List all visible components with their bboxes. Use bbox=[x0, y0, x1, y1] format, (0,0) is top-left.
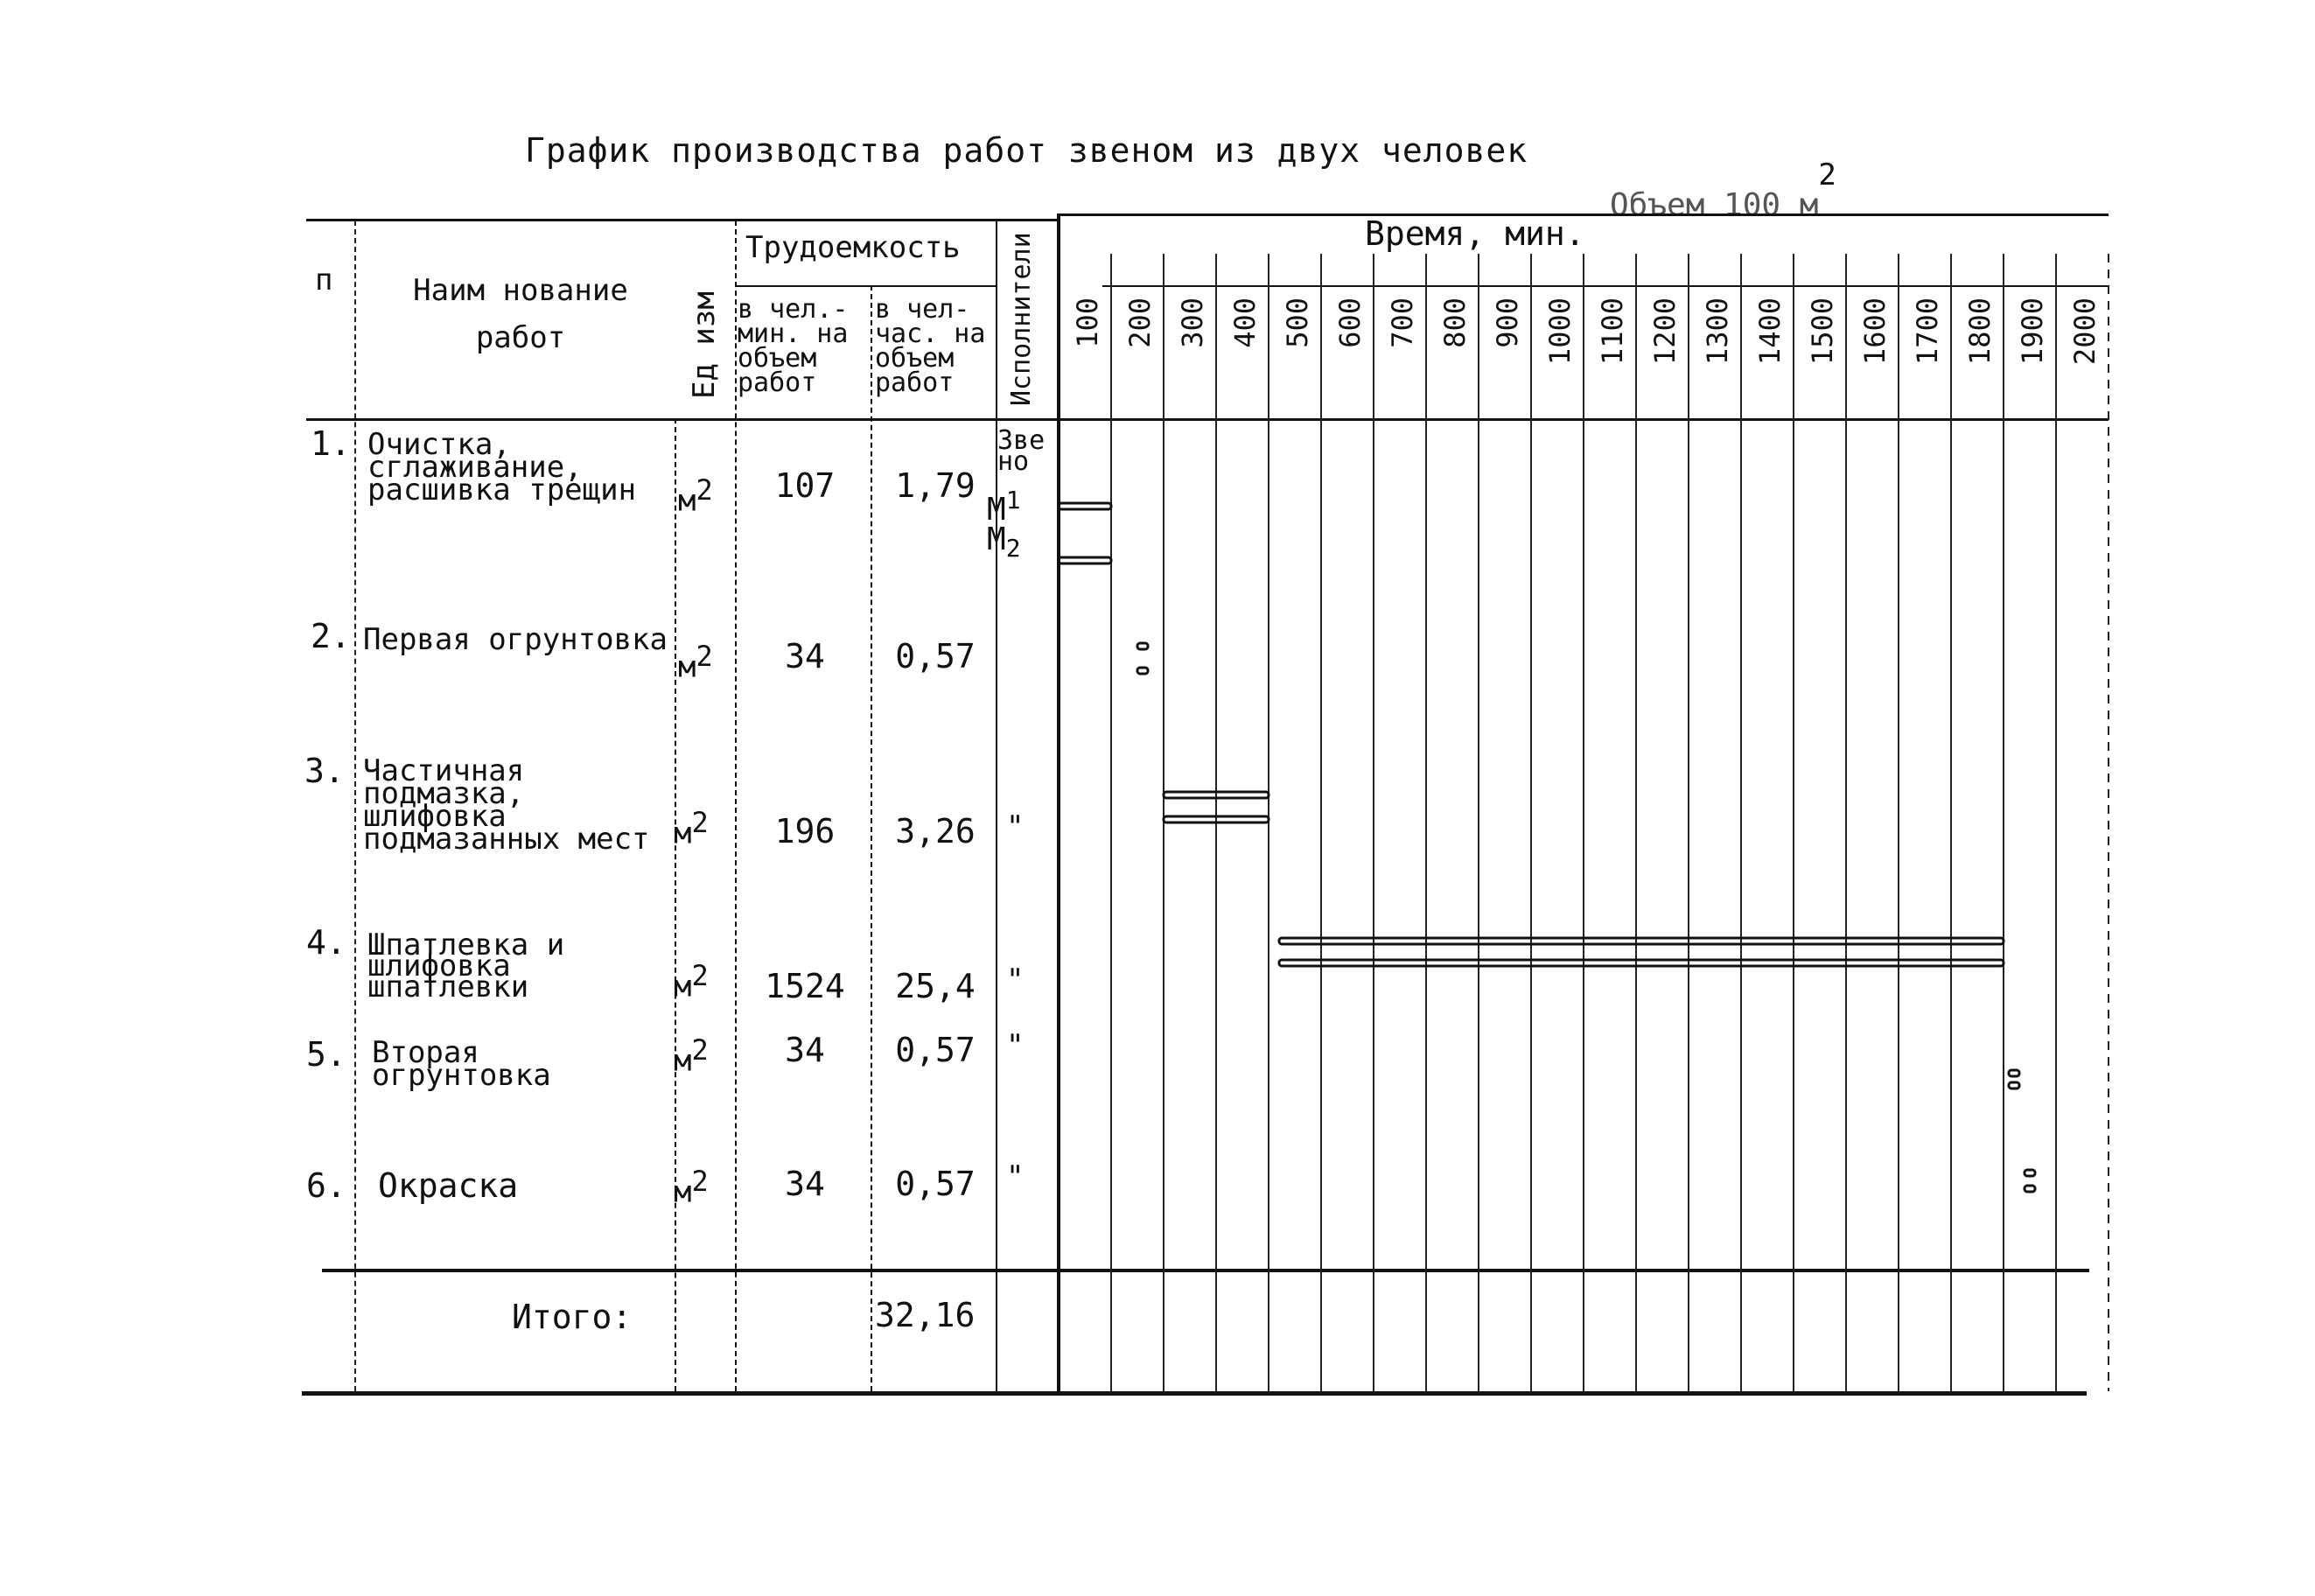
unit-exponent: 2 bbox=[696, 473, 713, 507]
row-workers bbox=[987, 486, 1021, 564]
time-tick-label: 700 bbox=[1386, 298, 1419, 348]
time-tick-label: 500 bbox=[1281, 298, 1314, 348]
row-unit bbox=[674, 959, 709, 1004]
row-name: Первая огрунтовка bbox=[363, 622, 668, 657]
total-hours: 32,16 bbox=[875, 1296, 976, 1334]
row-labor-hr: 0,57 bbox=[895, 1165, 976, 1203]
row-labor-hr: 0,57 bbox=[895, 1031, 976, 1069]
worker-index: 2 bbox=[1005, 534, 1021, 564]
unit-exponent: 2 bbox=[691, 1033, 709, 1067]
row-unit bbox=[674, 1033, 709, 1079]
header-unit: Ед изм bbox=[687, 291, 722, 400]
unit-exponent: 2 bbox=[691, 806, 709, 839]
header-labor: Трудоемкость bbox=[745, 230, 961, 265]
volume-exponent: 2 bbox=[1818, 158, 1836, 192]
row-labor-min: 34 bbox=[785, 1031, 825, 1069]
row-unit bbox=[674, 806, 709, 851]
row-labor-hr: 0,57 bbox=[895, 637, 976, 676]
row-unit bbox=[678, 473, 713, 519]
row-no: 2. bbox=[311, 617, 351, 655]
unit-text: м bbox=[674, 1174, 692, 1210]
worker-label: М bbox=[987, 522, 1006, 557]
row-no: 5. bbox=[306, 1035, 346, 1074]
schedule-bar bbox=[2009, 1082, 2019, 1088]
schedule-bar bbox=[1279, 938, 2004, 944]
header-executor: Исполнители bbox=[1006, 232, 1037, 407]
unit-text: м bbox=[674, 969, 692, 1004]
time-tick-label: 1500 bbox=[1806, 298, 1839, 366]
row-name: Вторая огрунтовка bbox=[372, 1035, 551, 1093]
unit-text: м bbox=[674, 1043, 692, 1079]
row-no: 6. bbox=[306, 1166, 346, 1205]
header-no: п bbox=[315, 262, 333, 298]
header-name: Наим нование работ bbox=[413, 273, 628, 355]
worker-label: М bbox=[987, 492, 1006, 528]
worker-index: 1 bbox=[1005, 486, 1021, 514]
row-unit bbox=[674, 1165, 709, 1210]
time-tick-label: 1900 bbox=[2016, 298, 2049, 366]
unit-exponent: 2 bbox=[696, 640, 713, 673]
unit-exponent: 2 bbox=[691, 959, 709, 992]
unit-text: м bbox=[674, 816, 692, 851]
row-executor: " bbox=[1006, 809, 1025, 844]
row-name: Окраска bbox=[378, 1166, 519, 1205]
row-name: Частичная подмазка, шлифовка подмазанных мест bbox=[363, 753, 650, 857]
row-labor-min: 196 bbox=[774, 812, 836, 850]
row-labor-min: 1524 bbox=[765, 967, 845, 1005]
row-no: 3. bbox=[304, 752, 345, 790]
time-tick-label: 900 bbox=[1491, 298, 1524, 348]
time-tick-label: 600 bbox=[1333, 298, 1367, 348]
page-title: График производства работ звеном из двух человек bbox=[525, 131, 1528, 170]
row-labor-min: 107 bbox=[774, 466, 836, 505]
time-tick-label: 2000 bbox=[2068, 298, 2102, 366]
time-tick-label: 1000 bbox=[1543, 298, 1577, 366]
row-executor: " bbox=[1006, 1159, 1025, 1194]
time-tick-label: 1600 bbox=[1858, 298, 1892, 366]
row-labor-min: 34 bbox=[785, 637, 825, 676]
time-tick-label: 1700 bbox=[1911, 298, 1944, 366]
time-tick-label: 1100 bbox=[1596, 298, 1629, 366]
row-name: Шпатлевка и шлифовка шпатлевки bbox=[367, 928, 565, 1004]
schedule-bar bbox=[1137, 668, 1148, 674]
row-labor-hr: 3,26 bbox=[895, 812, 976, 850]
header-labor-hr: в чел-час. на объем работ bbox=[875, 294, 986, 398]
time-tick-label: 100 bbox=[1071, 298, 1104, 348]
schedule-bar bbox=[2025, 1170, 2035, 1176]
time-tick-label: 1200 bbox=[1648, 298, 1682, 366]
header-labor-min: в чел.-мин. на объем работ bbox=[738, 294, 849, 398]
row-name: Очистка, сглаживание, расшивка трещин bbox=[367, 427, 637, 508]
row-executor: " bbox=[1006, 962, 1025, 998]
time-tick-label: 1800 bbox=[1963, 298, 1997, 366]
schedule-bar bbox=[1137, 643, 1148, 649]
row-labor-hr: 25,4 bbox=[895, 967, 976, 1005]
time-tick-label: 200 bbox=[1123, 298, 1157, 348]
row-no: 1. bbox=[311, 424, 351, 463]
volume-text: Объем 100 м bbox=[1610, 187, 1819, 223]
time-tick-label: 800 bbox=[1438, 298, 1472, 348]
schedule-bar bbox=[1059, 557, 1111, 564]
total-label: Итого: bbox=[512, 1298, 633, 1336]
row-executor: Звено bbox=[997, 425, 1046, 477]
row-unit bbox=[678, 640, 713, 685]
schedule-bar bbox=[2009, 1070, 2019, 1076]
schedule-bar bbox=[1279, 960, 2004, 966]
unit-text: м bbox=[678, 649, 696, 685]
header-time: Время, мин. bbox=[1365, 214, 1585, 253]
time-tick-label: 400 bbox=[1228, 298, 1262, 348]
time-tick-label: 1300 bbox=[1701, 298, 1734, 366]
unit-text: м bbox=[678, 483, 696, 519]
schedule-bar bbox=[1059, 503, 1111, 509]
row-no: 4. bbox=[306, 923, 346, 962]
time-tick-label: 1400 bbox=[1753, 298, 1787, 366]
time-tick-label: 300 bbox=[1176, 298, 1209, 348]
schedule-bar bbox=[2025, 1186, 2035, 1192]
row-labor-min: 34 bbox=[785, 1165, 825, 1203]
unit-exponent: 2 bbox=[691, 1165, 709, 1198]
row-executor: " bbox=[1006, 1028, 1025, 1063]
row-labor-hr: 1,79 bbox=[895, 466, 976, 505]
